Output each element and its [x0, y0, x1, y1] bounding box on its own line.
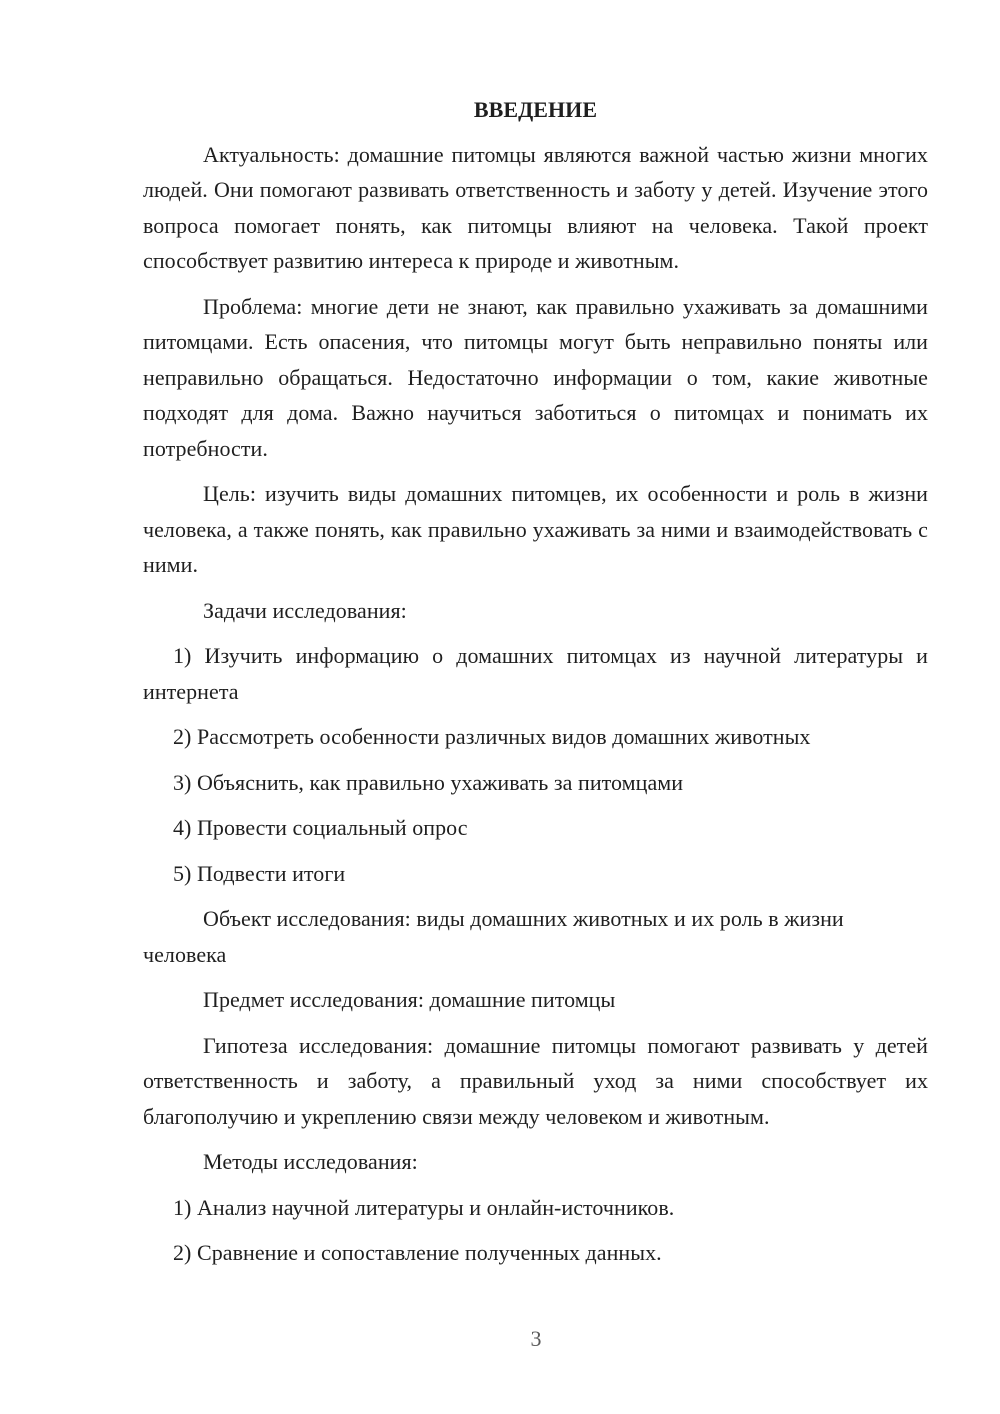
task-item: 4) Провести социальный опрос	[173, 815, 468, 840]
tasks-heading: Задачи исследования:	[203, 597, 407, 623]
relevance-paragraph: Актуальность: домашние питомцы являются важной частью жизни многих людей. Они помогают развивать ответственность и заботу у детей. Изучение этого вопроса помогает понять, как питомцы влияют на человека. Такой проект способствует развитию интереса к природе и животным.	[143, 141, 928, 273]
task-item: 3) Объяснить, как правильно ухаживать за питомцами	[173, 769, 684, 795]
method-item: 1) Анализ научной литературы и онлайн-источников.	[173, 1194, 675, 1220]
task-item: 1) Изучить информацию о домашних питомцах из научной литературы и интернета	[143, 643, 928, 704]
problem-paragraph: Проблема: многие дети не знают, как правильно ухаживать за домашними питомцами. Есть опасения, что питомцы могут быть неправильно поняты или неправильно обращаться. Недостаточно информации о том, какие животные подходят для дома. Важно научиться заботиться о питомцах и понимать их потребности.	[143, 293, 928, 461]
hypothesis-paragraph: Гипотеза исследования: домашние питомцы помогают развивать у детей ответственность и заботу, а правильный уход за ними способствует их благополучию и укреплению связи между человеком и животным.	[143, 1032, 928, 1129]
document-body	[143, 92, 928, 1281]
object-paragraph: Объект исследования: виды домашних животных и их роль в жизни человека	[143, 906, 844, 967]
methods-heading: Методы исследования:	[203, 1149, 418, 1174]
subject-paragraph: Предмет исследования: домашние питомцы	[203, 987, 616, 1012]
method-item: 2) Сравнение и сопоставление полученных данных.	[173, 1240, 662, 1265]
task-item: 2) Рассмотреть особенности различных видов домашних животных	[173, 724, 811, 749]
task-item: 5) Подвести итоги	[173, 860, 346, 886]
goal-paragraph: Цель: изучить виды домашних питомцев, их особенности и роль в жизни человека, а также понять, как правильно ухаживать за ними и взаимодействовать с ними.	[143, 481, 928, 577]
page-title: ВВЕДЕНИЕ	[473, 97, 598, 122]
page-number: 3	[530, 1326, 542, 1351]
